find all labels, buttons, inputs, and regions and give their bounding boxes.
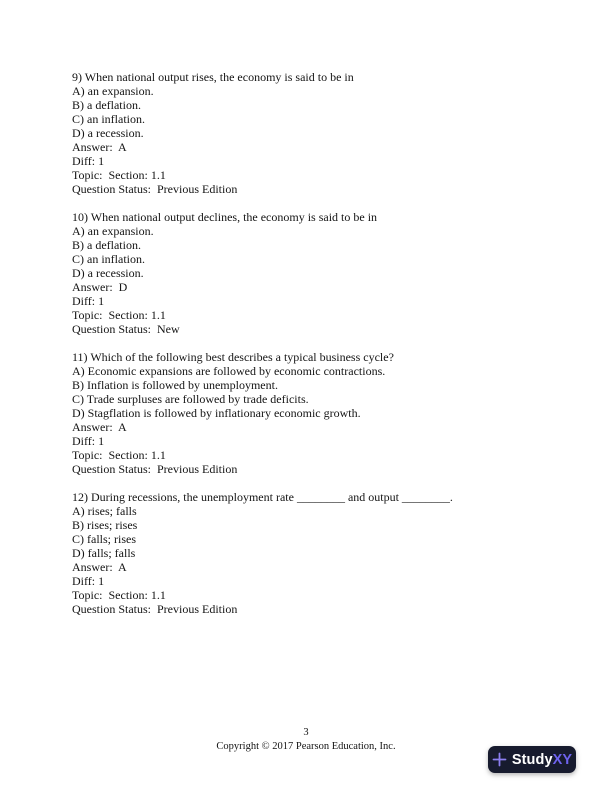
- question-option-b: B) a deflation.: [72, 98, 141, 112]
- question-topic: Topic: Section: 1.1: [72, 448, 166, 462]
- question-option-a: A) an expansion.: [72, 84, 154, 98]
- question-option-c: C) Trade surpluses are followed by trade deficits.: [72, 392, 309, 406]
- question-prompt: 10) When national output declines, the economy is said to be in: [72, 210, 378, 224]
- question-topic: Topic: Section: 1.1: [72, 308, 166, 322]
- copyright-text: Copyright © 2017 Pearson Education, Inc.: [216, 741, 396, 752]
- question-option-b: B) a deflation.: [72, 238, 141, 252]
- question-option-d: D) a recession.: [72, 126, 144, 140]
- question-answer: Answer: A: [72, 420, 127, 434]
- question-prompt: 12) During recessions, the unemployment rate ________ and output ________.: [72, 490, 453, 504]
- question-prompt: 9) When national output rises, the economy is said to be in: [72, 70, 354, 84]
- question-topic: Topic: Section: 1.1: [72, 588, 166, 602]
- question-block-12: [72, 490, 542, 616]
- question-block-10: [72, 210, 542, 336]
- question-status: Question Status: Previous Edition: [72, 602, 238, 616]
- question-option-c: C) an inflation.: [72, 112, 145, 126]
- question-option-d: D) a recession.: [72, 266, 144, 280]
- question-option-b: B) rises; rises: [72, 518, 138, 532]
- question-diff: Diff: 1: [72, 294, 105, 308]
- question-prompt: 11) Which of the following best describes a typical business cycle?: [72, 350, 394, 364]
- question-answer: Answer: A: [72, 560, 127, 574]
- brand-name-study: Study: [511, 751, 553, 768]
- question-option-b: B) Inflation is followed by unemployment.: [72, 378, 278, 392]
- question-option-c: C) falls; rises: [72, 532, 136, 546]
- question-option-a: A) Economic expansions are followed by economic contractions.: [72, 364, 386, 378]
- plus-icon: [492, 752, 507, 767]
- question-option-c: C) an inflation.: [72, 252, 145, 266]
- questions-list: [72, 70, 542, 630]
- question-block-11: [72, 350, 542, 476]
- question-diff: Diff: 1: [72, 574, 105, 588]
- question-option-d: D) Stagflation is followed by inflationary economic growth.: [72, 406, 361, 420]
- question-topic: Topic: Section: 1.1: [72, 168, 166, 182]
- question-status: Question Status: Previous Edition: [72, 462, 238, 476]
- question-answer: Answer: A: [72, 140, 127, 154]
- question-option-a: A) rises; falls: [72, 504, 137, 518]
- question-block-9: [72, 70, 542, 196]
- question-status: Question Status: Previous Edition: [72, 182, 238, 196]
- brand-name-xy: XY: [552, 751, 573, 768]
- brand-name: [512, 752, 572, 768]
- page-number: 3: [303, 727, 309, 738]
- question-diff: Diff: 1: [72, 434, 105, 448]
- studyxy-logo-badge: [488, 746, 576, 773]
- question-option-a: A) an expansion.: [72, 224, 154, 238]
- question-status: Question Status: New: [72, 322, 180, 336]
- question-answer: Answer: D: [72, 280, 128, 294]
- question-diff: Diff: 1: [72, 154, 105, 168]
- question-option-d: D) falls; falls: [72, 546, 136, 560]
